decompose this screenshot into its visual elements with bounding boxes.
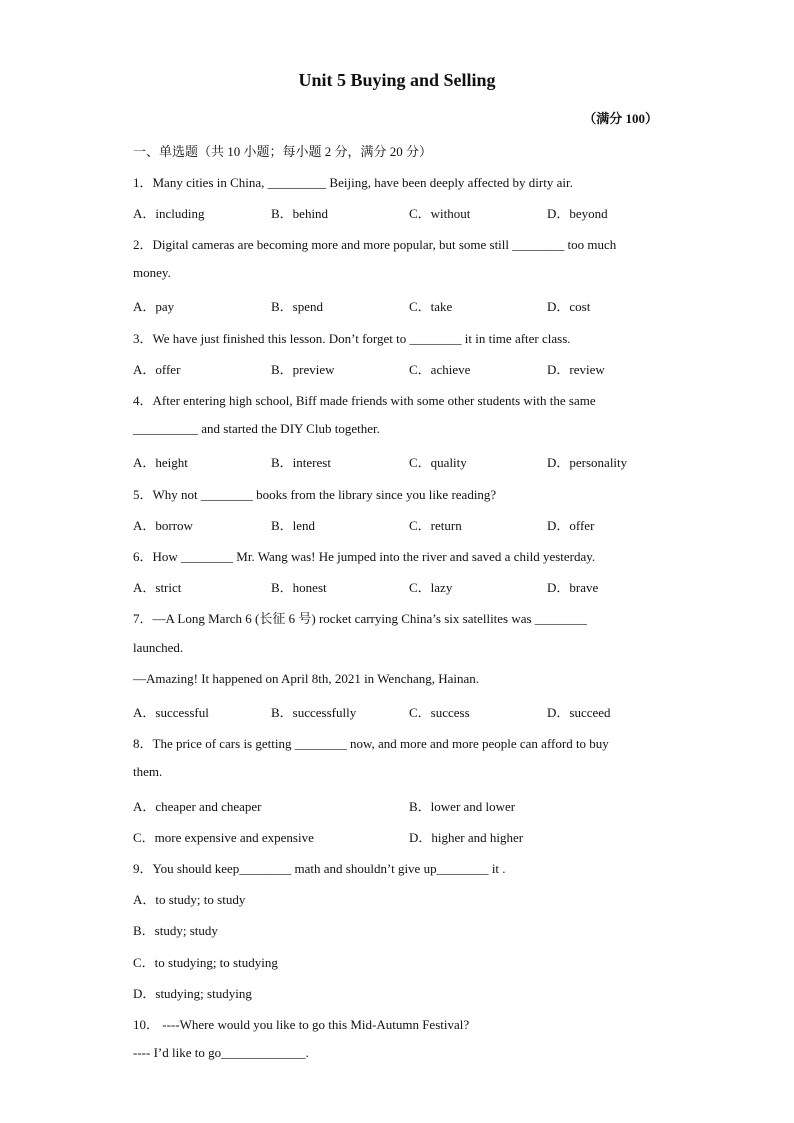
option-c[interactable]: C．return [409, 518, 462, 533]
question-1-options [133, 203, 683, 221]
option-d[interactable]: D．personality [547, 455, 628, 470]
section-heading: 一、单选题（共 10 小题；每小题 2 分，满分 20 分） [133, 144, 433, 159]
option-b[interactable]: B．interest [271, 455, 331, 470]
question-3-options [133, 359, 683, 377]
option-c[interactable]: C．achieve [409, 362, 471, 377]
question-6-stem: 6．How ________ Mr. Wang was! He jumped into the river and saved a child yesterday. [133, 549, 596, 564]
question-4-stem: 4．After entering high school, Biff made friends with some other students with the same [133, 393, 596, 408]
option-a[interactable]: A．including [133, 206, 205, 221]
option-a[interactable]: A．height [133, 455, 188, 470]
option-d[interactable]: D．studying; studying [133, 986, 252, 1001]
question-2-options [133, 296, 683, 314]
option-d[interactable]: D．beyond [547, 206, 608, 221]
option-d[interactable]: D．higher and higher [409, 830, 524, 845]
option-a[interactable]: A．cheaper and cheaper [133, 799, 262, 814]
option-b[interactable]: B．successfully [271, 705, 357, 720]
question-8-stem-cont: them. [133, 764, 163, 779]
option-c[interactable]: C．take [409, 299, 453, 314]
option-a[interactable]: A．strict [133, 580, 182, 595]
option-c[interactable]: C．without [409, 206, 471, 221]
question-9-stem: 9．You should keep________ math and shouldn’t give up________ it . [133, 861, 506, 876]
option-b[interactable]: B．honest [271, 580, 327, 595]
question-4-stem-cont: __________ and started the DIY Club together. [133, 421, 380, 436]
question-4-options [133, 452, 683, 470]
option-d[interactable]: D．brave [547, 580, 599, 595]
option-d[interactable]: D．review [547, 362, 605, 377]
option-c[interactable]: C．to studying; to studying [133, 955, 278, 970]
option-a[interactable]: A．offer [133, 362, 181, 377]
option-b[interactable]: B．lower and lower [409, 799, 516, 814]
question-8-options-cd [133, 827, 683, 845]
full-score-label: （满分 100） [583, 111, 658, 126]
option-b[interactable]: B．behind [271, 206, 329, 221]
question-5-options [133, 515, 683, 533]
option-c[interactable]: C．quality [409, 455, 467, 470]
question-5-stem: 5．Why not ________ books from the library since you like reading? [133, 487, 497, 502]
question-10-reply: ---- I’d like to go_____________. [133, 1045, 309, 1060]
option-d[interactable]: D．cost [547, 299, 591, 314]
question-1-stem: 1．Many cities in China, _________ Beijing, have been deeply affected by dirty air. [133, 175, 573, 190]
option-d[interactable]: D．offer [547, 518, 595, 533]
option-b[interactable]: B．spend [271, 299, 324, 314]
option-a[interactable]: A．pay [133, 299, 175, 314]
option-a[interactable]: A．to study; to study [133, 892, 246, 907]
question-7-reply: —Amazing! It happened on April 8th, 2021 in Wenchang, Hainan. [133, 671, 480, 686]
page-title: Unit 5 Buying and Selling [298, 70, 496, 90]
question-2-stem: 2．Digital cameras are becoming more and more popular, but some still ________ too much [133, 237, 617, 252]
option-c[interactable]: C．success [409, 705, 470, 720]
question-10-stem: 10． ----Where would you like to go this Mid-Autumn Festival? [133, 1017, 470, 1032]
option-b[interactable]: B．study; study [133, 923, 218, 938]
option-b[interactable]: B．preview [271, 362, 335, 377]
question-8-options-ab [133, 796, 683, 814]
option-c[interactable]: C．lazy [409, 580, 453, 595]
option-d[interactable]: D．succeed [547, 705, 611, 720]
question-8-stem: 8．The price of cars is getting ________ now, and more and more people can afford to buy [133, 736, 609, 751]
question-3-stem: 3．We have just finished this lesson. Don’t forget to ________ it in time after class. [133, 331, 571, 346]
question-6-options [133, 577, 683, 595]
question-7-stem-cont: launched. [133, 640, 184, 655]
question-7-options [133, 702, 683, 720]
option-a[interactable]: A．successful [133, 705, 209, 720]
option-a[interactable]: A．borrow [133, 518, 193, 533]
option-b[interactable]: B．lend [271, 518, 316, 533]
option-c[interactable]: C．more expensive and expensive [133, 830, 314, 845]
question-7-stem: 7．—A Long March 6 (长征 6 号) rocket carrying China’s six satellites was ________ [133, 611, 587, 626]
question-2-stem-cont: money. [133, 265, 171, 280]
